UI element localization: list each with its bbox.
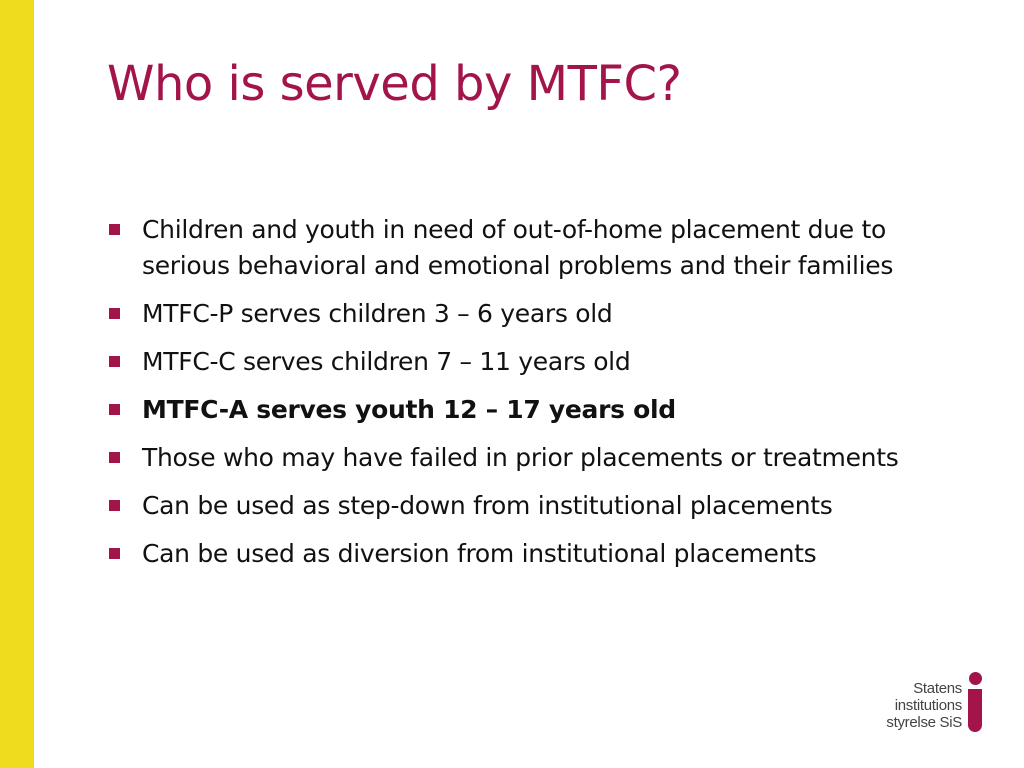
square-bullet-icon	[109, 404, 120, 415]
bullet-list	[107, 212, 977, 584]
bullet-item	[107, 344, 977, 380]
logo-wordmark	[886, 680, 962, 731]
logo-dot	[969, 672, 982, 685]
bullet-item	[107, 536, 977, 572]
side-accent-bar	[0, 0, 34, 768]
bullet-text: Can be used as diversion from institutional placements	[142, 539, 817, 568]
bullet-item	[107, 488, 977, 524]
square-bullet-icon	[109, 308, 120, 319]
bullet-text: Those who may have failed in prior placements or treatments	[142, 443, 899, 472]
sis-i-icon	[966, 672, 984, 736]
logo-line: institutions	[894, 697, 962, 714]
bullet-item	[107, 440, 977, 476]
bullet-item	[107, 296, 977, 332]
bullet-item	[107, 392, 977, 428]
bullet-text: MTFC-C serves children 7 – 11 years old	[142, 347, 631, 376]
logo-line: styrelse SiS	[886, 714, 962, 731]
bullet-text: Can be used as step-down from institutional placements	[142, 491, 833, 520]
square-bullet-icon	[109, 356, 120, 367]
bullet-text: Children and youth in need of out-of-home placement due to serious behavioral and emotional problems and their families	[142, 215, 894, 280]
square-bullet-icon	[109, 500, 120, 511]
bullet-text: MTFC-A serves youth 12 – 17 years old	[142, 395, 676, 424]
logo-line: Statens	[913, 680, 962, 697]
bullet-item	[107, 212, 977, 284]
bullet-text: MTFC-P serves children 3 – 6 years old	[142, 299, 613, 328]
square-bullet-icon	[109, 224, 120, 235]
slide-title: Who is served by MTFC?	[107, 56, 682, 112]
square-bullet-icon	[109, 548, 120, 559]
sis-logo	[874, 672, 984, 738]
logo-stem	[968, 689, 982, 732]
square-bullet-icon	[109, 452, 120, 463]
